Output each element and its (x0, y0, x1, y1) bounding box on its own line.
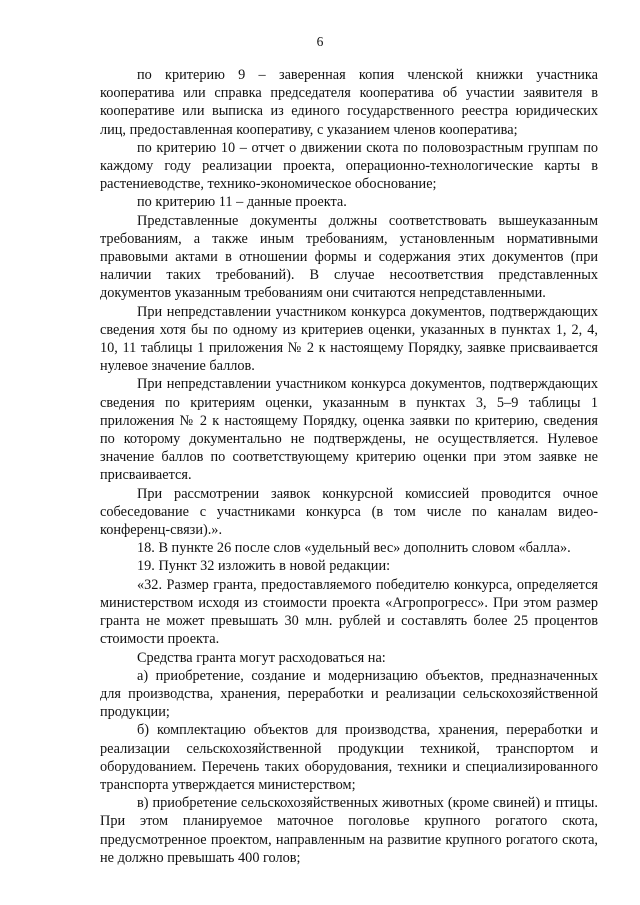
paragraph-criterion-10: по критерию 10 – отчет о движении скота по половозрастным группам по каждому году реализации проекта, операционно-технологические карты в растениеводстве, технико-экономическое обоснование; (100, 139, 598, 193)
page-number: 6 (316, 34, 324, 49)
paragraph-zero-score: При непредставлении участником конкурса документов, подтверждающих сведения хотя бы по одному из критериев оценки, указанных в пунктах 1, 2, 4, 10, 11 таблицы 1 приложения № 2 к настоящему Порядку, заявке присваивается нулевое значение баллов. (100, 303, 598, 375)
document-body (100, 66, 598, 867)
paragraph-criterion-9: по критерию 9 – заверенная копия членской книжки участника кооператива или справка председателя кооператива об участии заявителя в кооперативе или выписка из единого государственного реестра юридических лиц, предоставленная кооперативу, с указанием членов кооператива; (100, 67, 598, 138)
paragraph-document-requirements: Представленные документы должны соответствовать вышеуказанным требованиям, а также иным требованиям, установленным нормативными правовыми актами в отношении формы и содержания этих документов (при наличии таких требований). В случае несоответствия представленных документов указанным требованиям они считаются непредставленными. (100, 212, 598, 302)
paragraph-criterion-11: по критерию 11 – данные проекта. (137, 194, 347, 211)
paragraph-usage-b: б) комплектацию объектов для производства, хранения, переработки и реализации сельскохозяйственной продукции техникой, транспортом и оборудованием. Перечень таких оборудования, техники и специализированного транспорта утверждается министерством; (100, 722, 598, 793)
paragraph-item-18: 18. В пункте 26 после слов «удельный вес» дополнить словом «балла». (137, 540, 571, 557)
paragraph-grant-size: «32. Размер гранта, предоставляемого победителю конкурса, определяется министерством исходя из стоимости проекта «Агропрогресс». При этом размер гранта не может превышать 30 млн. рублей и составлять более 25 процентов стоимости проекта. (100, 576, 598, 648)
paragraph-grant-usage: Средства гранта могут расходоваться на: (137, 649, 386, 666)
paragraph-usage-c: в) приобретение сельскохозяйственных животных (кроме свиней) и птицы. При этом планируемое маточное поголовье крупного рогатого скота, предусмотренное проектом, направленным на развитие крупного рогатого скота, не должно превышать 400 голов; (100, 795, 598, 866)
paragraph-item-19: 19. Пункт 32 изложить в новой редакции: (137, 558, 391, 575)
paragraph-usage-a: а) приобретение, создание и модернизацию объектов, предназначенных для производства, хранения, переработки и реализации сельскохозяйственной продукции; (100, 667, 598, 721)
paragraph-interview: При рассмотрении заявок конкурсной комиссией проводится очное собеседование с участниками конкурса (в том числе по каналам видео-конференц-связи).». (100, 485, 598, 539)
paragraph-no-evaluation: При непредставлении участником конкурса документов, подтверждающих сведения по критериям оценки, указанным в пунктах 3, 5–9 таблицы 1 приложения № 2 к настоящему Порядку, оценка заявки по критерию, сведения по которому документально не подтверждены, не осуществляется. Нулевое значение баллов по соответствующему критерию оценки при этом заявке не присваивается. (100, 376, 598, 484)
